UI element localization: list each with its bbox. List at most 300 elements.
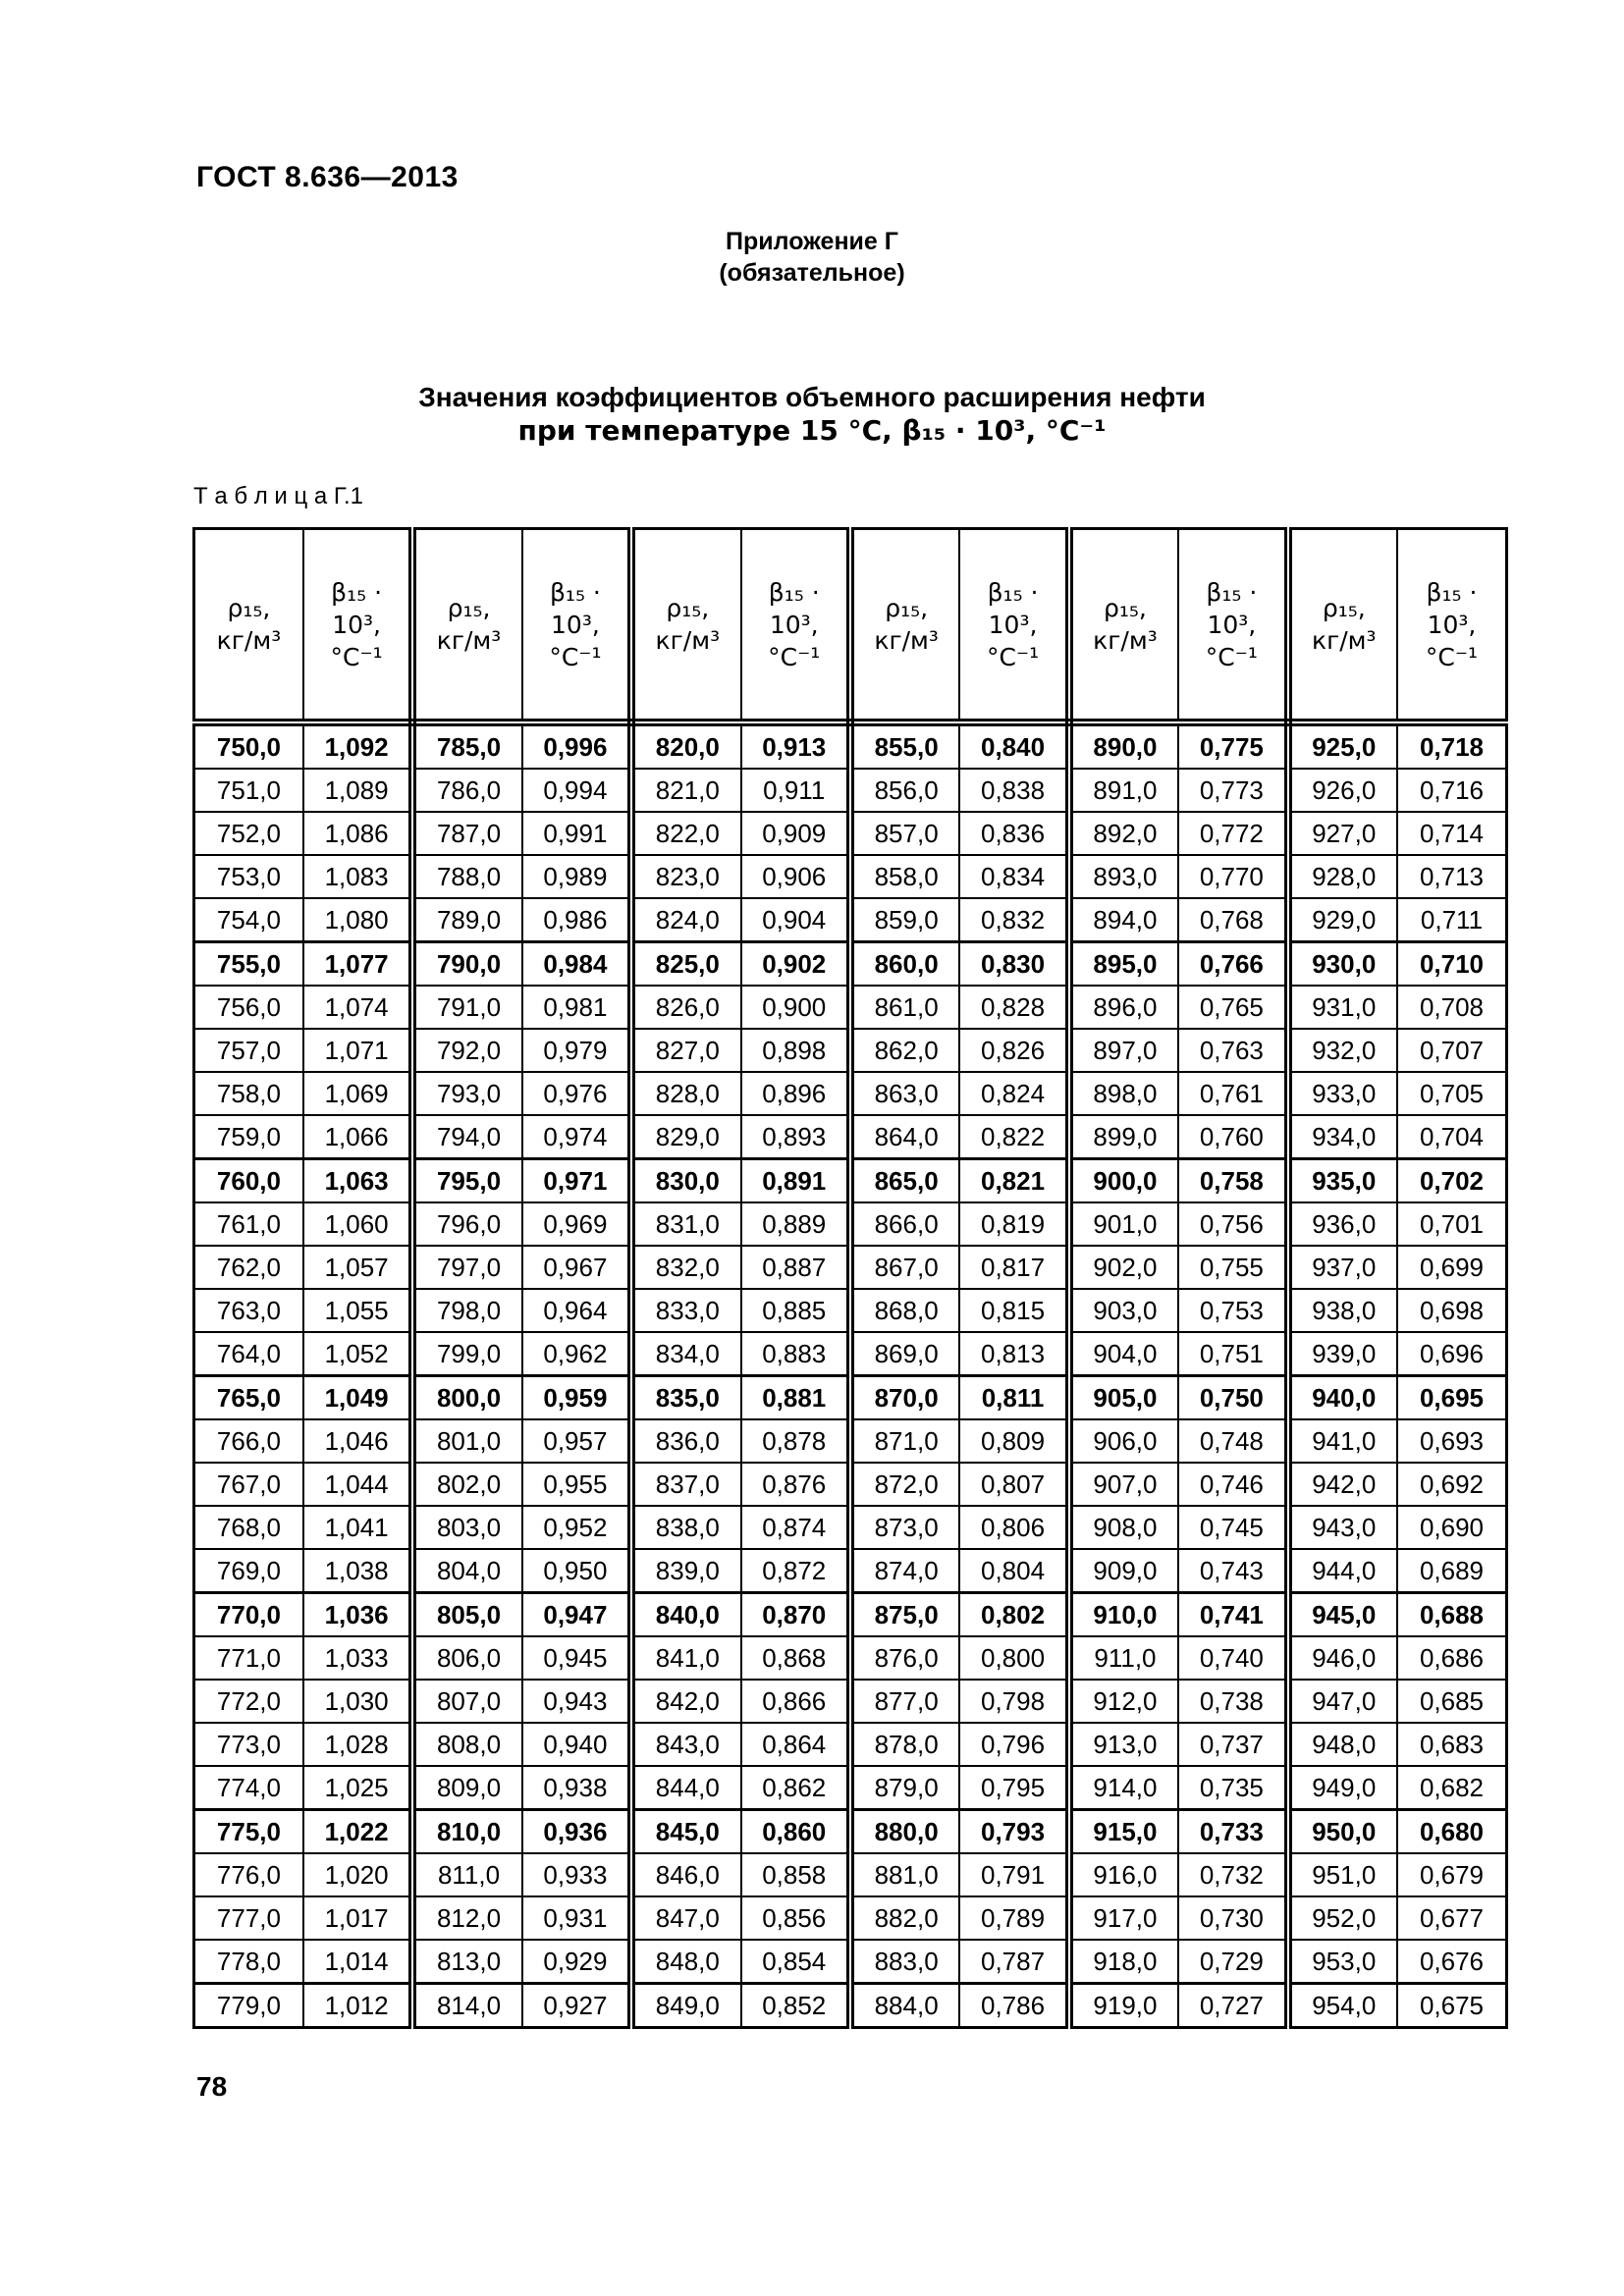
cell-beta: 0,793 (959, 1810, 1068, 1854)
cell-rho: 866,0 (850, 1202, 959, 1246)
cell-rho: 880,0 (850, 1810, 959, 1854)
cell-rho: 856,0 (850, 769, 959, 812)
cell-rho: 893,0 (1069, 855, 1178, 898)
cell-beta: 1,083 (303, 855, 412, 898)
cell-rho: 873,0 (850, 1506, 959, 1549)
header-cell-rho: ρ₁₅, кг/м³ (1288, 529, 1397, 723)
cell-beta: 0,698 (1397, 1289, 1507, 1332)
cell-beta: 0,974 (522, 1115, 631, 1159)
cell-rho: 863,0 (850, 1072, 959, 1115)
cell-beta: 0,802 (959, 1593, 1068, 1637)
cell-beta: 0,758 (1178, 1159, 1287, 1203)
cell-beta: 0,809 (959, 1419, 1068, 1463)
cell-beta: 0,804 (959, 1549, 1068, 1593)
cell-beta: 0,708 (1397, 986, 1507, 1029)
cell-rho: 892,0 (1069, 812, 1178, 855)
cell-rho: 905,0 (1069, 1376, 1178, 1420)
cell-rho: 897,0 (1069, 1029, 1178, 1072)
table-row (194, 1246, 1507, 1289)
cell-beta: 0,676 (1397, 1940, 1507, 1984)
cell-beta: 0,686 (1397, 1636, 1507, 1680)
cell-rho: 831,0 (631, 1202, 740, 1246)
cell-rho: 779,0 (194, 1984, 303, 2028)
cell-beta: 0,828 (959, 986, 1068, 1029)
cell-beta: 0,887 (741, 1246, 850, 1289)
table-row (194, 1810, 1507, 1854)
cell-beta: 0,786 (959, 1984, 1068, 2028)
cell-rho: 841,0 (631, 1636, 740, 1680)
cell-beta: 0,750 (1178, 1376, 1287, 1420)
cell-rho: 875,0 (850, 1593, 959, 1637)
cell-rho: 937,0 (1288, 1246, 1397, 1289)
cell-rho: 944,0 (1288, 1549, 1397, 1593)
cell-beta: 0,830 (959, 942, 1068, 987)
cell-rho: 896,0 (1069, 986, 1178, 1029)
cell-beta: 0,699 (1397, 1246, 1507, 1289)
cell-rho: 809,0 (412, 1766, 521, 1810)
cell-beta: 1,022 (303, 1810, 412, 1854)
cell-rho: 827,0 (631, 1029, 740, 1072)
table-row (194, 1680, 1507, 1723)
cell-beta: 0,791 (959, 1853, 1068, 1896)
table-row (194, 1332, 1507, 1376)
cell-beta: 1,086 (303, 812, 412, 855)
cell-beta: 0,735 (1178, 1766, 1287, 1810)
cell-rho: 793,0 (412, 1072, 521, 1115)
cell-rho: 867,0 (850, 1246, 959, 1289)
cell-beta: 0,955 (522, 1463, 631, 1506)
cell-rho: 829,0 (631, 1115, 740, 1159)
cell-rho: 798,0 (412, 1289, 521, 1332)
cell-beta: 0,806 (959, 1506, 1068, 1549)
cell-rho: 890,0 (1069, 722, 1178, 769)
cell-beta: 0,718 (1397, 722, 1507, 769)
cell-beta: 0,761 (1178, 1072, 1287, 1115)
cell-beta: 1,060 (303, 1202, 412, 1246)
cell-rho: 951,0 (1288, 1853, 1397, 1896)
cell-rho: 844,0 (631, 1766, 740, 1810)
cell-beta: 0,677 (1397, 1896, 1507, 1940)
cell-beta: 1,069 (303, 1072, 412, 1115)
cell-rho: 940,0 (1288, 1376, 1397, 1420)
cell-beta: 1,017 (303, 1896, 412, 1940)
cell-rho: 765,0 (194, 1376, 303, 1420)
cell-beta: 0,856 (741, 1896, 850, 1940)
cell-beta: 1,041 (303, 1506, 412, 1549)
header-cell-beta: β₁₅ · 10³, °С⁻¹ (1178, 529, 1287, 723)
cell-beta: 0,743 (1178, 1549, 1287, 1593)
cell-rho: 879,0 (850, 1766, 959, 1810)
table-row (194, 1506, 1507, 1549)
cell-beta: 0,996 (522, 722, 631, 769)
table-row (194, 1940, 1507, 1984)
cell-rho: 803,0 (412, 1506, 521, 1549)
cell-beta: 0,909 (741, 812, 850, 855)
header-cell-rho: ρ₁₅, кг/м³ (194, 529, 303, 723)
cell-rho: 927,0 (1288, 812, 1397, 855)
cell-beta: 1,057 (303, 1246, 412, 1289)
cell-rho: 843,0 (631, 1723, 740, 1766)
cell-beta: 0,707 (1397, 1029, 1507, 1072)
cell-rho: 874,0 (850, 1549, 959, 1593)
cell-rho: 805,0 (412, 1593, 521, 1637)
cell-rho: 811,0 (412, 1853, 521, 1896)
cell-beta: 0,716 (1397, 769, 1507, 812)
cell-rho: 911,0 (1069, 1636, 1178, 1680)
cell-rho: 945,0 (1288, 1593, 1397, 1637)
table-row (194, 1159, 1507, 1203)
cell-beta: 0,813 (959, 1332, 1068, 1376)
cell-rho: 860,0 (850, 942, 959, 987)
cell-beta: 0,866 (741, 1680, 850, 1723)
cell-rho: 774,0 (194, 1766, 303, 1810)
cell-beta: 0,984 (522, 942, 631, 987)
cell-beta: 0,950 (522, 1549, 631, 1593)
cell-beta: 0,994 (522, 769, 631, 812)
cell-rho: 912,0 (1069, 1680, 1178, 1723)
cell-rho: 753,0 (194, 855, 303, 898)
cell-rho: 884,0 (850, 1984, 959, 2028)
cell-rho: 901,0 (1069, 1202, 1178, 1246)
cell-rho: 865,0 (850, 1159, 959, 1203)
cell-rho: 949,0 (1288, 1766, 1397, 1810)
cell-rho: 902,0 (1069, 1246, 1178, 1289)
cell-beta: 0,760 (1178, 1115, 1287, 1159)
cell-beta: 1,049 (303, 1376, 412, 1420)
cell-beta: 0,868 (741, 1636, 850, 1680)
cell-rho: 908,0 (1069, 1506, 1178, 1549)
cell-beta: 0,838 (959, 769, 1068, 812)
cell-rho: 822,0 (631, 812, 740, 855)
cell-rho: 758,0 (194, 1072, 303, 1115)
header-cell-rho: ρ₁₅, кг/м³ (850, 529, 959, 723)
cell-beta: 0,675 (1397, 1984, 1507, 2028)
cell-beta: 0,931 (522, 1896, 631, 1940)
table-row (194, 1593, 1507, 1637)
cell-beta: 0,969 (522, 1202, 631, 1246)
cell-rho: 768,0 (194, 1506, 303, 1549)
cell-beta: 0,986 (522, 898, 631, 942)
table-row (194, 1723, 1507, 1766)
cell-rho: 792,0 (412, 1029, 521, 1072)
cell-rho: 836,0 (631, 1419, 740, 1463)
cell-rho: 864,0 (850, 1115, 959, 1159)
cell-beta: 0,748 (1178, 1419, 1287, 1463)
cell-rho: 870,0 (850, 1376, 959, 1420)
cell-beta: 0,772 (1178, 812, 1287, 855)
table-row (194, 812, 1507, 855)
cell-beta: 0,738 (1178, 1680, 1287, 1723)
cell-rho: 883,0 (850, 1940, 959, 1984)
cell-rho: 769,0 (194, 1549, 303, 1593)
cell-beta: 1,038 (303, 1549, 412, 1593)
cell-beta: 1,077 (303, 942, 412, 987)
cell-beta: 0,756 (1178, 1202, 1287, 1246)
cell-rho: 877,0 (850, 1680, 959, 1723)
cell-rho: 826,0 (631, 986, 740, 1029)
cell-beta: 0,770 (1178, 855, 1287, 898)
header-cell-rho: ρ₁₅, кг/м³ (412, 529, 521, 723)
cell-beta: 0,900 (741, 986, 850, 1029)
cell-rho: 915,0 (1069, 1810, 1178, 1854)
cell-rho: 834,0 (631, 1332, 740, 1376)
cell-beta: 1,046 (303, 1419, 412, 1463)
cell-beta: 0,800 (959, 1636, 1068, 1680)
cell-beta: 1,028 (303, 1723, 412, 1766)
cell-rho: 939,0 (1288, 1332, 1397, 1376)
cell-rho: 846,0 (631, 1853, 740, 1896)
cell-rho: 810,0 (412, 1810, 521, 1854)
cell-rho: 936,0 (1288, 1202, 1397, 1246)
appendix-line1: Приложение Г (726, 228, 898, 255)
cell-rho: 862,0 (850, 1029, 959, 1072)
cell-rho: 954,0 (1288, 1984, 1397, 2028)
cell-beta: 1,066 (303, 1115, 412, 1159)
cell-rho: 785,0 (412, 722, 521, 769)
table-row (194, 986, 1507, 1029)
cell-beta: 1,044 (303, 1463, 412, 1506)
table-row (194, 1289, 1507, 1332)
cell-beta: 0,826 (959, 1029, 1068, 1072)
table-row (194, 1029, 1507, 1072)
document-title (0, 381, 1624, 448)
table-row (194, 769, 1507, 812)
cell-beta: 0,710 (1397, 942, 1507, 987)
cell-rho: 824,0 (631, 898, 740, 942)
header-cell-rho: ρ₁₅, кг/м³ (1069, 529, 1178, 723)
cell-rho: 903,0 (1069, 1289, 1178, 1332)
cell-rho: 761,0 (194, 1202, 303, 1246)
cell-beta: 0,682 (1397, 1766, 1507, 1810)
cell-rho: 898,0 (1069, 1072, 1178, 1115)
cell-rho: 777,0 (194, 1896, 303, 1940)
cell-beta: 0,891 (741, 1159, 850, 1203)
cell-rho: 849,0 (631, 1984, 740, 2028)
table-header (194, 529, 1507, 723)
cell-beta: 0,817 (959, 1246, 1068, 1289)
cell-beta: 0,688 (1397, 1593, 1507, 1637)
cell-rho: 776,0 (194, 1853, 303, 1896)
cell-rho: 950,0 (1288, 1810, 1397, 1854)
cell-beta: 0,889 (741, 1202, 850, 1246)
cell-beta: 0,854 (741, 1940, 850, 1984)
cell-rho: 813,0 (412, 1940, 521, 1984)
cell-rho: 942,0 (1288, 1463, 1397, 1506)
cell-beta: 0,690 (1397, 1506, 1507, 1549)
cell-beta: 0,732 (1178, 1853, 1287, 1896)
cell-rho: 752,0 (194, 812, 303, 855)
cell-rho: 772,0 (194, 1680, 303, 1723)
cell-rho: 778,0 (194, 1940, 303, 1984)
cell-beta: 0,753 (1178, 1289, 1287, 1332)
cell-rho: 786,0 (412, 769, 521, 812)
cell-beta: 0,693 (1397, 1419, 1507, 1463)
cell-beta: 0,893 (741, 1115, 850, 1159)
header-cell-beta: β₁₅ · 10³, °С⁻¹ (303, 529, 412, 723)
cell-rho: 931,0 (1288, 986, 1397, 1029)
cell-beta: 0,898 (741, 1029, 850, 1072)
cell-beta: 0,936 (522, 1810, 631, 1854)
cell-rho: 750,0 (194, 722, 303, 769)
cell-rho: 895,0 (1069, 942, 1178, 987)
table-row (194, 1419, 1507, 1463)
cell-rho: 802,0 (412, 1463, 521, 1506)
cell-beta: 0,964 (522, 1289, 631, 1332)
cell-beta: 0,904 (741, 898, 850, 942)
cell-rho: 943,0 (1288, 1506, 1397, 1549)
cell-beta: 0,705 (1397, 1072, 1507, 1115)
table-row (194, 1376, 1507, 1420)
cell-beta: 0,807 (959, 1463, 1068, 1506)
cell-rho: 855,0 (850, 722, 959, 769)
cell-beta: 0,751 (1178, 1332, 1287, 1376)
cell-beta: 1,030 (303, 1680, 412, 1723)
cell-rho: 756,0 (194, 986, 303, 1029)
cell-rho: 848,0 (631, 1940, 740, 1984)
cell-rho: 938,0 (1288, 1289, 1397, 1332)
cell-beta: 0,745 (1178, 1506, 1287, 1549)
cell-beta: 0,885 (741, 1289, 850, 1332)
table-label: Т а б л и ц а Г.1 (193, 483, 364, 509)
cell-beta: 0,773 (1178, 769, 1287, 812)
cell-rho: 935,0 (1288, 1159, 1397, 1203)
title-line2: при температуре 15 °С, β₁₅ · 10³, °С⁻¹ (517, 414, 1107, 447)
cell-rho: 876,0 (850, 1636, 959, 1680)
cell-rho: 838,0 (631, 1506, 740, 1549)
cell-rho: 791,0 (412, 986, 521, 1029)
cell-rho: 755,0 (194, 942, 303, 987)
cell-beta: 0,976 (522, 1072, 631, 1115)
header-cell-rho: ρ₁₅, кг/м³ (631, 529, 740, 723)
table-row (194, 1115, 1507, 1159)
cell-beta: 0,836 (959, 812, 1068, 855)
cell-rho: 845,0 (631, 1810, 740, 1854)
cell-beta: 0,819 (959, 1202, 1068, 1246)
table-row (194, 1072, 1507, 1115)
cell-rho: 919,0 (1069, 1984, 1178, 2028)
cell-rho: 807,0 (412, 1680, 521, 1723)
cell-beta: 1,080 (303, 898, 412, 942)
cell-rho: 837,0 (631, 1463, 740, 1506)
cell-rho: 771,0 (194, 1636, 303, 1680)
cell-beta: 0,796 (959, 1723, 1068, 1766)
cell-rho: 947,0 (1288, 1680, 1397, 1723)
header-cell-beta: β₁₅ · 10³, °С⁻¹ (522, 529, 631, 723)
cell-beta: 0,959 (522, 1376, 631, 1420)
cell-beta: 0,787 (959, 1940, 1068, 1984)
cell-beta: 1,074 (303, 986, 412, 1029)
cell-beta: 0,911 (741, 769, 850, 812)
cell-rho: 913,0 (1069, 1723, 1178, 1766)
cell-beta: 0,906 (741, 855, 850, 898)
cell-beta: 0,981 (522, 986, 631, 1029)
cell-beta: 1,055 (303, 1289, 412, 1332)
cell-beta: 0,811 (959, 1376, 1068, 1420)
cell-rho: 760,0 (194, 1159, 303, 1203)
expansion-table (192, 527, 1508, 2029)
cell-beta: 0,730 (1178, 1896, 1287, 1940)
cell-rho: 767,0 (194, 1463, 303, 1506)
cell-beta: 0,913 (741, 722, 850, 769)
cell-beta: 0,822 (959, 1115, 1068, 1159)
cell-rho: 925,0 (1288, 722, 1397, 769)
cell-rho: 878,0 (850, 1723, 959, 1766)
table-row (194, 855, 1507, 898)
cell-rho: 796,0 (412, 1202, 521, 1246)
table-row (194, 1766, 1507, 1810)
cell-beta: 0,945 (522, 1636, 631, 1680)
cell-rho: 833,0 (631, 1289, 740, 1332)
cell-beta: 0,957 (522, 1419, 631, 1463)
cell-beta: 0,685 (1397, 1680, 1507, 1723)
table-row (194, 942, 1507, 987)
cell-beta: 0,714 (1397, 812, 1507, 855)
cell-rho: 770,0 (194, 1593, 303, 1637)
cell-beta: 0,696 (1397, 1332, 1507, 1376)
cell-beta: 0,765 (1178, 986, 1287, 1029)
cell-rho: 763,0 (194, 1289, 303, 1332)
cell-beta: 0,704 (1397, 1115, 1507, 1159)
cell-beta: 0,962 (522, 1332, 631, 1376)
cell-beta: 0,815 (959, 1289, 1068, 1332)
cell-rho: 907,0 (1069, 1463, 1178, 1506)
cell-beta: 0,862 (741, 1766, 850, 1810)
cell-beta: 0,763 (1178, 1029, 1287, 1072)
cell-beta: 0,927 (522, 1984, 631, 2028)
cell-beta: 0,991 (522, 812, 631, 855)
cell-beta: 0,933 (522, 1853, 631, 1896)
cell-beta: 0,834 (959, 855, 1068, 898)
cell-rho: 788,0 (412, 855, 521, 898)
cell-rho: 906,0 (1069, 1419, 1178, 1463)
title-line1: Значения коэффициентов объемного расширения нефти (418, 382, 1206, 412)
cell-beta: 0,979 (522, 1029, 631, 1072)
cell-rho: 759,0 (194, 1115, 303, 1159)
cell-beta: 0,755 (1178, 1246, 1287, 1289)
cell-rho: 790,0 (412, 942, 521, 987)
cell-beta: 0,952 (522, 1506, 631, 1549)
cell-beta: 0,929 (522, 1940, 631, 1984)
appendix-heading (0, 226, 1624, 289)
cell-beta: 0,821 (959, 1159, 1068, 1203)
cell-rho: 840,0 (631, 1593, 740, 1637)
cell-beta: 0,775 (1178, 722, 1287, 769)
cell-rho: 928,0 (1288, 855, 1397, 898)
cell-rho: 900,0 (1069, 1159, 1178, 1203)
table-row (194, 1636, 1507, 1680)
cell-beta: 1,020 (303, 1853, 412, 1896)
cell-rho: 825,0 (631, 942, 740, 987)
cell-beta: 1,014 (303, 1940, 412, 1984)
cell-rho: 871,0 (850, 1419, 959, 1463)
cell-rho: 847,0 (631, 1896, 740, 1940)
cell-rho: 917,0 (1069, 1896, 1178, 1940)
cell-rho: 894,0 (1069, 898, 1178, 942)
cell-beta: 0,881 (741, 1376, 850, 1420)
cell-rho: 754,0 (194, 898, 303, 942)
cell-rho: 858,0 (850, 855, 959, 898)
table-row (194, 1896, 1507, 1940)
cell-rho: 916,0 (1069, 1853, 1178, 1896)
cell-rho: 932,0 (1288, 1029, 1397, 1072)
cell-beta: 0,852 (741, 1984, 850, 2028)
cell-beta: 0,938 (522, 1766, 631, 1810)
header-cell-beta: β₁₅ · 10³, °С⁻¹ (741, 529, 850, 723)
cell-rho: 872,0 (850, 1463, 959, 1506)
cell-beta: 0,689 (1397, 1549, 1507, 1593)
cell-rho: 762,0 (194, 1246, 303, 1289)
cell-beta: 0,795 (959, 1766, 1068, 1810)
